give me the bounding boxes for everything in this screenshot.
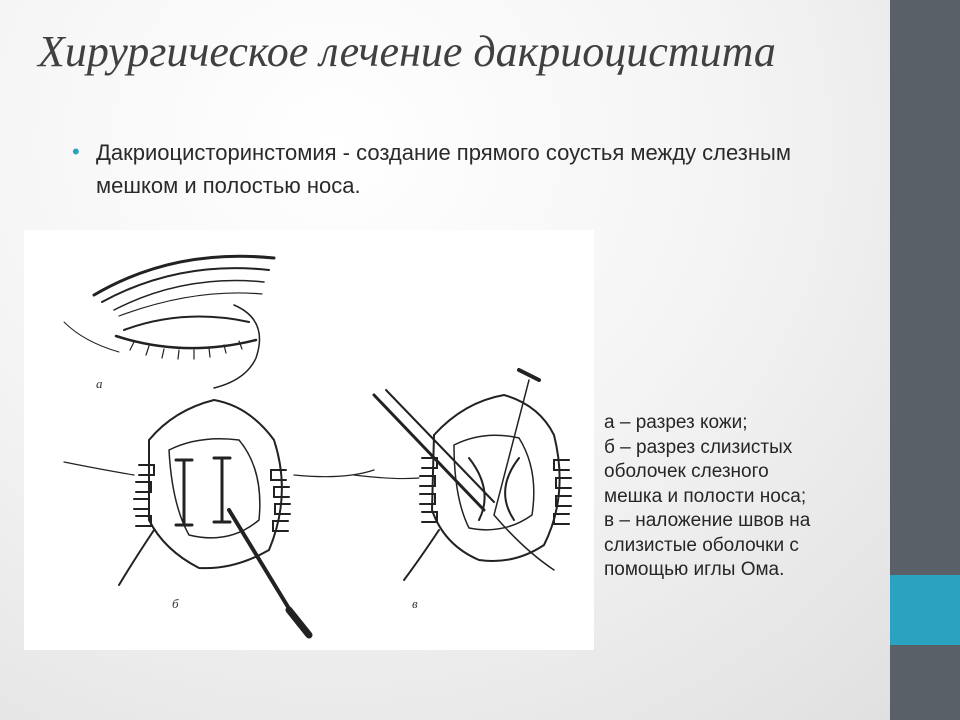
caption-line: б – разрез слизистых: [604, 436, 793, 458]
bullet-text: Дакриоцисторинстомия - создание прямого соустья между слезным мешком и полостью носа.: [96, 140, 791, 198]
caption-line: в – наложение швов на: [604, 510, 811, 531]
panel-c-suture-drawing: [354, 370, 571, 580]
sidebar-accent-block: [890, 575, 960, 645]
caption-line: оболочек слезного: [604, 461, 769, 482]
panel-b-label: б: [172, 596, 179, 611]
slide-title: Хирургическое лечение дакриоцистита: [38, 27, 776, 76]
bullet-item: [72, 136, 862, 202]
panel-c-label: в: [412, 596, 418, 611]
panel-a-label: а: [96, 376, 103, 391]
panel-b-incision-drawing: [64, 400, 374, 635]
caption-line: слизистые оболочки с: [604, 534, 799, 556]
caption-line: помощью иглы Ома.: [604, 559, 785, 580]
figure-caption: [604, 411, 864, 583]
caption-line: а – разрез кожи;: [604, 412, 748, 433]
panel-a-eye-drawing: [64, 256, 274, 388]
bullet-dot-icon: •: [72, 139, 80, 164]
caption-line: мешка и полости носа;: [604, 485, 807, 507]
surgery-drawing: [24, 230, 594, 650]
surgery-illustration: [24, 230, 594, 650]
